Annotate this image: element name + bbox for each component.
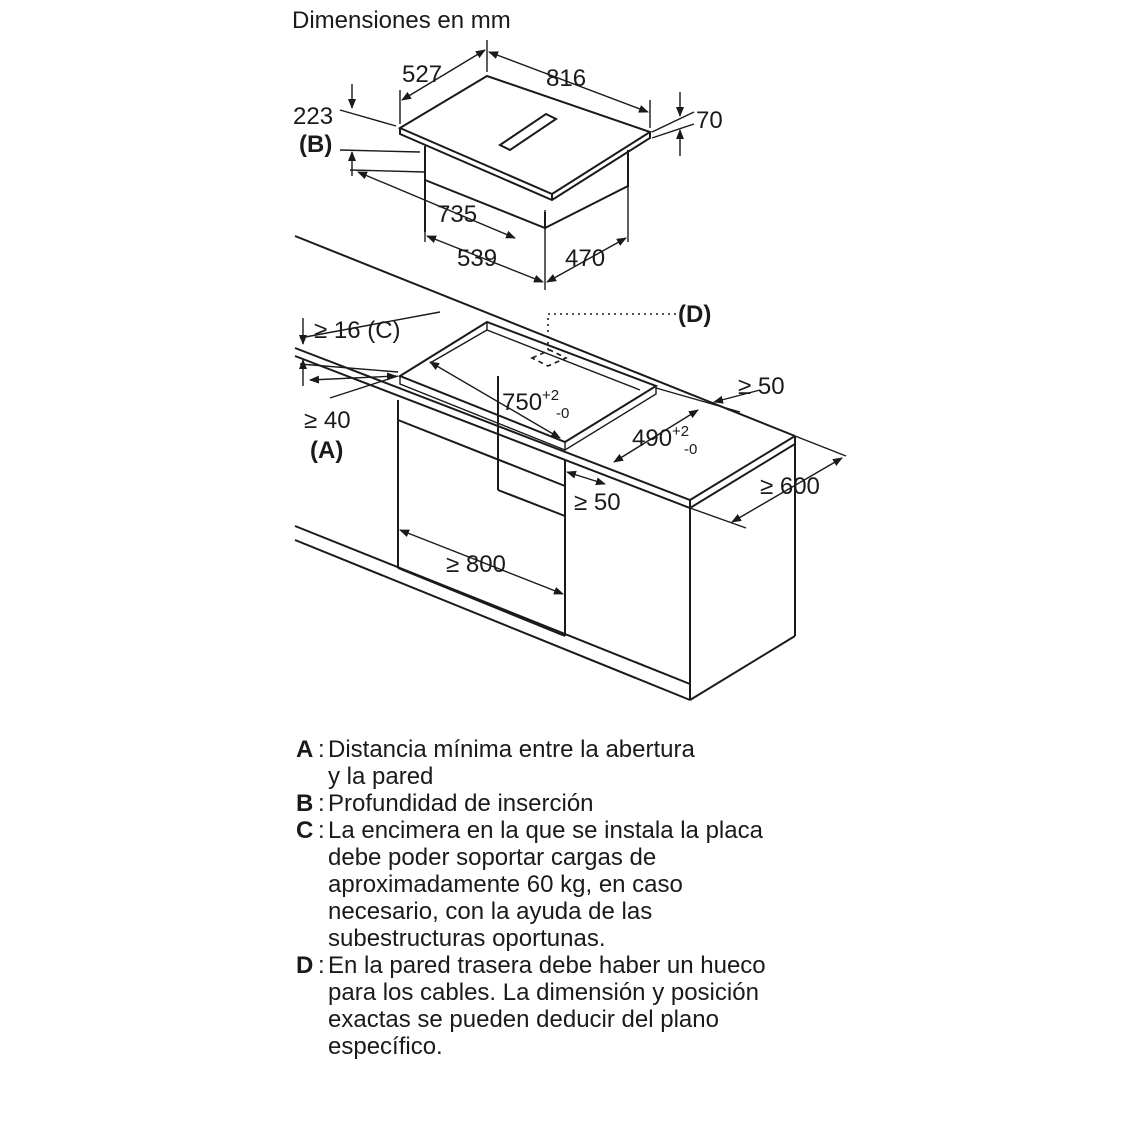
label-insertion-ref: (B) bbox=[299, 131, 333, 158]
label-816: 816 bbox=[546, 65, 587, 92]
label-470: 470 bbox=[565, 245, 606, 272]
legend-key: D bbox=[296, 952, 314, 979]
label-wall-dist: ≥ 40 bbox=[304, 407, 351, 434]
svg-text:490+2 bbox=[632, 423, 689, 452]
countertop-front-edge bbox=[295, 356, 795, 508]
label-750: 750 bbox=[502, 389, 543, 416]
legend-key: C bbox=[296, 817, 314, 844]
label-wall-ref: (A) bbox=[310, 437, 344, 464]
label-side-gap: ≥ 50 bbox=[738, 373, 785, 400]
legend-text: La encimera en la que se instala la placa debe poder soportar cargas de aproximadamente 60 kg, en caso necesario, con la ayuda de las subestructuras oportunas. bbox=[328, 817, 763, 952]
legend-key: B bbox=[296, 790, 314, 817]
dim-40-line bbox=[310, 376, 396, 380]
label-490-tol-plus: +2 bbox=[672, 423, 690, 440]
svg-text:750+2 bbox=[502, 387, 559, 416]
label-cabinet-width: ≥ 800 bbox=[446, 551, 506, 578]
label-735: 735 bbox=[437, 201, 478, 228]
legend-key: A bbox=[296, 736, 314, 763]
cable-opening-marker bbox=[532, 350, 566, 366]
hob-dimensions bbox=[340, 40, 694, 282]
legend-item-d: D : En la pared trasera debe haber un hueco para los cables. La dimensión y posición exactas se pueden deducir del plano específico. bbox=[296, 952, 766, 1060]
label-527: 527 bbox=[402, 61, 443, 88]
label-70: 70 bbox=[696, 107, 723, 134]
hob-body-right bbox=[545, 150, 628, 228]
legend-text: Profundidad de inserción bbox=[328, 790, 594, 817]
label-490-tol-minus: -0 bbox=[684, 441, 698, 458]
hob-top-plate bbox=[400, 76, 650, 194]
diagram-title: Dimensiones en mm bbox=[292, 7, 511, 34]
label-750-tol-plus: +2 bbox=[542, 387, 560, 404]
label-490: 490 bbox=[632, 425, 673, 452]
countertop-drawing bbox=[295, 236, 795, 700]
label-cable-ref: (D) bbox=[678, 301, 712, 328]
legend-text: En la pared trasera debe haber un hueco para los cables. La dimensión y posición exactas se pueden deducir del plano específico. bbox=[328, 952, 766, 1060]
legend-item-b: B : Profundidad de inserción bbox=[296, 790, 594, 817]
label-223: 223 bbox=[293, 103, 334, 130]
legend-item-c: C : La encimera en la que se instala la placa debe poder soportar cargas de aproximadamente 60 kg, en caso necesario, con la ayuda de las subestructuras oportunas. bbox=[296, 817, 763, 952]
label-front-gap: ≥ 50 bbox=[574, 489, 621, 516]
legend-item-a: A : Distancia mínima entre la abertura y la pared bbox=[296, 736, 695, 790]
label-counter-thickness: ≥ 16 (C) bbox=[314, 317, 401, 344]
legend-text: Distancia mínima entre la abertura y la pared bbox=[328, 736, 695, 790]
label-750-tol-minus: -0 bbox=[556, 405, 570, 422]
legend bbox=[296, 736, 856, 1060]
label-539: 539 bbox=[457, 245, 498, 272]
hob-drawing bbox=[400, 76, 650, 290]
plinth-top bbox=[295, 526, 690, 684]
downdraft-vent bbox=[500, 114, 556, 150]
cutout-opening bbox=[400, 322, 656, 442]
label-counter-depth: ≥ 600 bbox=[760, 473, 820, 500]
